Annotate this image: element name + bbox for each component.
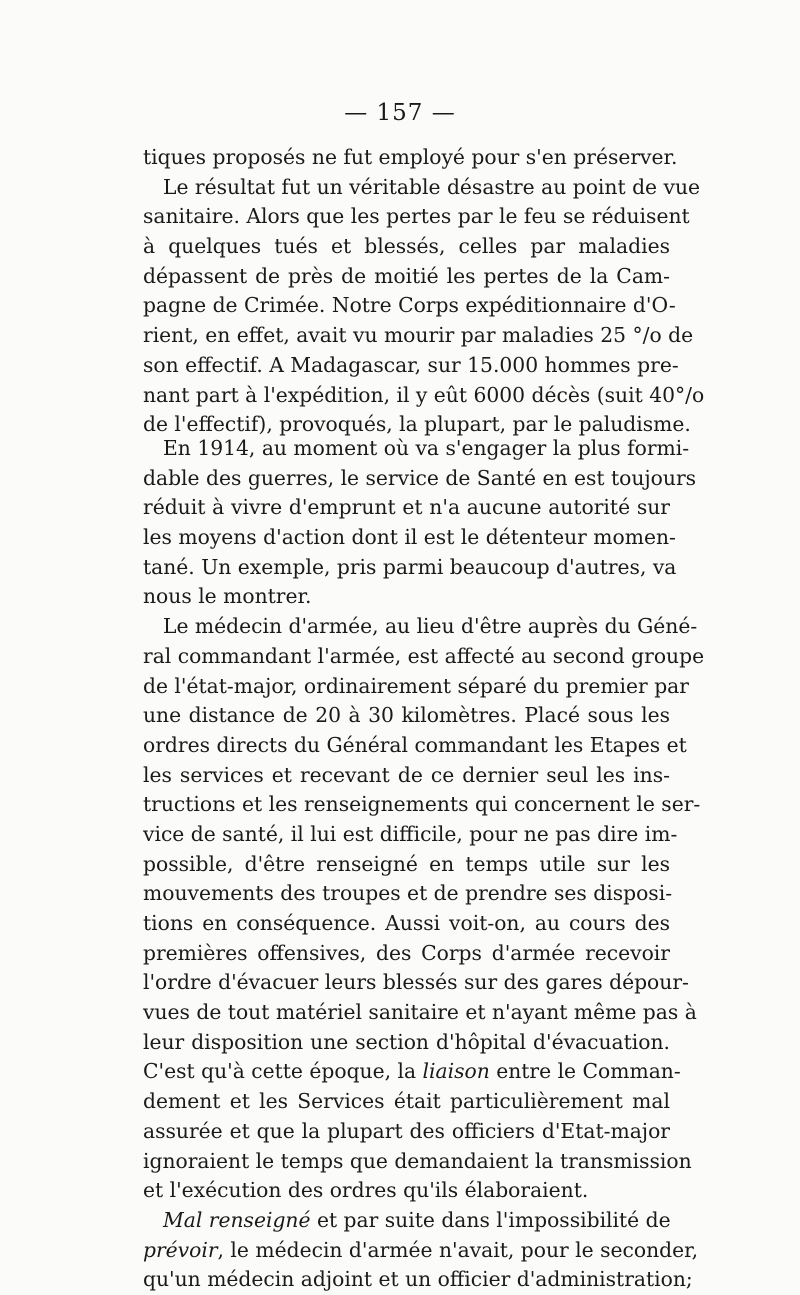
text-line: nant part à l'expédition, il y eût 6000 décès (suit 40°/o bbox=[143, 382, 705, 407]
text-line: Le médecin d'armée, au lieu d'être auprès du Géné- bbox=[163, 614, 698, 639]
text-line: dépassent de près de moitié les pertes de la Cam- bbox=[143, 263, 670, 288]
text-line: et l'exécution des ordres qu'ils élaboraient. bbox=[143, 1178, 589, 1203]
text-line: qu'un médecin adjoint et un officier d'administration; bbox=[143, 1267, 693, 1292]
text-line: assurée et que la plupart des officiers d'Etat-major bbox=[143, 1118, 670, 1143]
text-line: son effectif. A Madagascar, sur 15.000 hommes pre- bbox=[143, 352, 679, 377]
paragraph-2 bbox=[143, 434, 705, 1295]
text-line: Le résultat fut un véritable désastre au point de vue bbox=[163, 174, 701, 199]
text-line: sanitaire. Alors que les pertes par le feu se réduisent bbox=[143, 204, 690, 229]
page-number: — 157 — bbox=[344, 100, 456, 126]
text-line: à quelques tués et blessés, celles par maladies bbox=[143, 234, 670, 259]
text-line: tané. Un exemple, pris parmi beaucoup d'autres, va bbox=[143, 554, 677, 579]
text-line: possible, d'être renseigné en temps utile sur les bbox=[143, 851, 670, 876]
text-line: les moyens d'action dont il est le détenteur momen- bbox=[143, 525, 676, 550]
text-line: ral commandant l'armée, est affecté au second groupe bbox=[143, 643, 705, 668]
text-fragment: C'est qu'à cette époque, la bbox=[143, 1059, 423, 1084]
text-line: ordres directs du Général commandant les Etapes et bbox=[143, 732, 687, 757]
text-line: tiques proposés ne fut employé pour s'en préserver. bbox=[143, 145, 678, 169]
text-line: de l'état-major, ordinairement séparé du premier par bbox=[143, 673, 689, 698]
text-line: de l'effectif), provoqués, la plupart, par le paludisme. bbox=[143, 412, 691, 437]
text-line: premières offensives, des Corps d'armée recevoir bbox=[143, 940, 670, 965]
text-line: ignoraient le temps que demandaient la transmission bbox=[143, 1148, 692, 1173]
paragraph-1 bbox=[143, 143, 705, 440]
text-fragment: , le médecin d'armée n'avait, pour le seconder, bbox=[217, 1237, 699, 1262]
text-line: pagne de Crimée. Notre Corps expéditionnaire d'O- bbox=[143, 293, 676, 318]
text-line: les services et recevant de ce dernier seul les ins- bbox=[143, 762, 670, 787]
text-fragment: et par suite dans l'impossibilité de bbox=[310, 1207, 671, 1232]
text-line: dable des guerres, le service de Santé en est toujours bbox=[143, 465, 697, 490]
text-line: réduit à vivre d'emprunt et n'a aucune autorité sur bbox=[143, 495, 670, 520]
italic-word-prevoir: prévoir bbox=[143, 1237, 218, 1262]
text-line-with-italic bbox=[143, 1236, 699, 1266]
text-line: leur disposition une section d'hôpital d'évacuation. bbox=[143, 1029, 670, 1054]
text-line: vues de tout matériel sanitaire et n'ayant même pas à bbox=[143, 1000, 697, 1025]
text-line: tructions et les renseignements qui concernent le ser- bbox=[143, 792, 701, 817]
text-line: une distance de 20 à 30 kilomètres. Placé sous les bbox=[143, 703, 670, 728]
text-fragment: entre le Comman- bbox=[489, 1059, 681, 1084]
text-line: tions en conséquence. Aussi voit-on, au cours des bbox=[143, 911, 670, 935]
text-line-with-italic bbox=[143, 1206, 670, 1236]
text-line: dement et les Services était particulièrement mal bbox=[143, 1089, 670, 1114]
text-line: En 1914, au moment où va s'engager la plus formi- bbox=[163, 436, 690, 460]
text-line: vice de santé, il lui est difficile, pour ne pas dire im- bbox=[143, 821, 678, 846]
text-line-with-italic bbox=[143, 1057, 681, 1087]
text-line: nous le montrer. bbox=[143, 584, 312, 609]
italic-word-liaison: liaison bbox=[422, 1059, 490, 1084]
text-line: mouvements des troupes et de prendre ses disposi- bbox=[143, 881, 673, 906]
text-line: rient, en effet, avait vu mourir par maladies 25 °/o de bbox=[143, 323, 694, 348]
italic-phrase-mal-renseigne: Mal renseigné bbox=[163, 1207, 311, 1232]
text-line: l'ordre d'évacuer leurs blessés sur des gares dépour- bbox=[143, 970, 689, 995]
